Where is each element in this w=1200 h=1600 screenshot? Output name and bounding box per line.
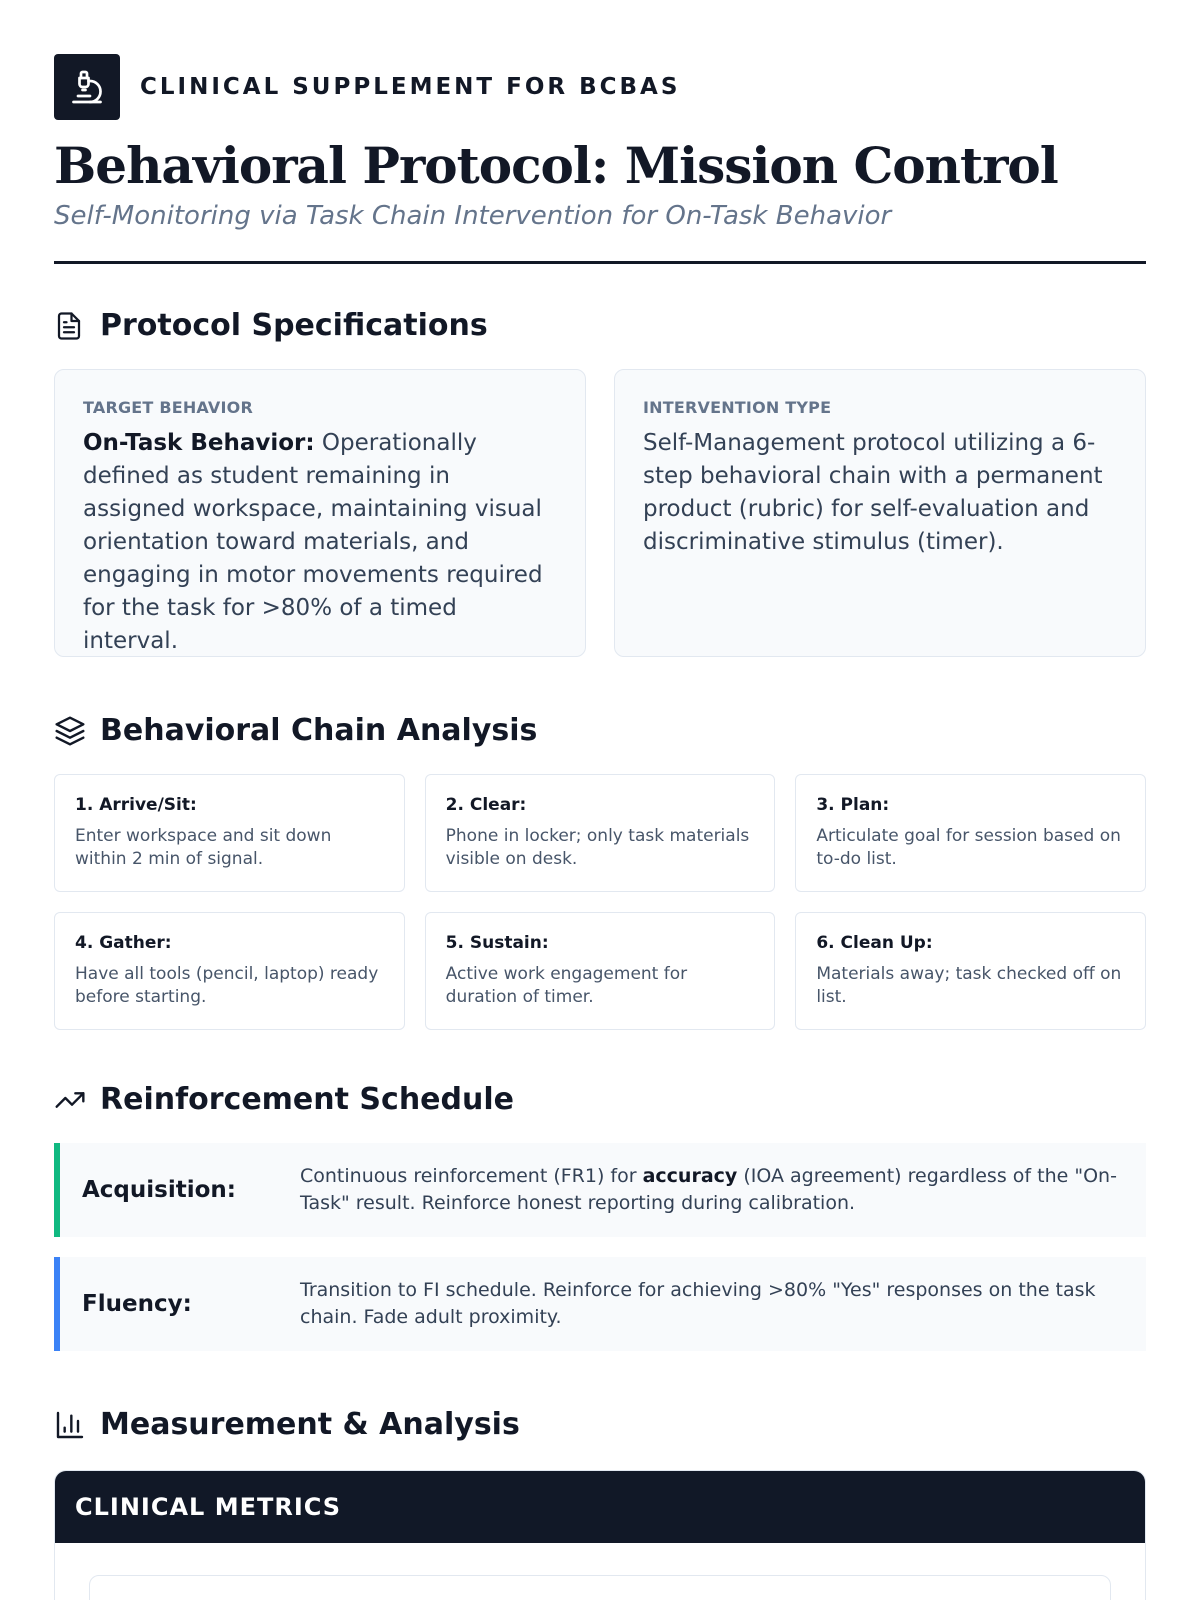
chain-section-header [54, 713, 1146, 748]
chain-step [54, 774, 405, 892]
microscope-icon [54, 54, 120, 120]
document-icon [54, 309, 88, 343]
chain-step [795, 774, 1146, 892]
fluency-desc: Transition to FI schedule. Reinforce for achieving >80% "Yes" responses on the task chain. Fade adult proximity. [300, 1279, 1096, 1328]
chain-step-desc: Active work engagement for duration of timer. [445, 964, 688, 1007]
fluency-row [54, 1257, 1146, 1351]
acquisition-desc [300, 1163, 1146, 1217]
chain-step-desc: Articulate goal for session based on to-do list. [816, 826, 1121, 869]
specs-cards [54, 369, 1146, 657]
chain-step-desc: Materials away; task checked off on list. [816, 964, 1122, 1007]
chain-step-desc: Enter workspace and sit down within 2 min of signal. [75, 826, 332, 869]
chain-step-desc: Phone in locker; only task materials visible on desk. [445, 826, 750, 869]
specs-section-header [54, 308, 1146, 343]
acquisition-desc-pre: Continuous reinforcement (FR1) for [300, 1165, 643, 1187]
chain-step [425, 912, 776, 1030]
target-behavior-lead: On-Task Behavior: [83, 430, 315, 456]
chain-step-title: 4. Gather: [75, 933, 172, 953]
chain-step-title: 2. Clear: [445, 795, 527, 815]
bar-chart-icon [54, 1408, 88, 1442]
clinical-metrics-title: CLINICAL METRICS [75, 1493, 342, 1521]
measurement-heading: Measurement & Analysis [100, 1407, 520, 1442]
header-divider [54, 261, 1146, 264]
clinical-metrics-header [55, 1471, 1145, 1543]
acquisition-desc-bold: accuracy [642, 1165, 738, 1187]
intervention-type-text: Self-Management protocol utilizing a 6-step behavioral chain with a permanent product (rubric) for self-evaluation and discriminative stimulus (timer). [643, 430, 1103, 555]
intervention-type-card [614, 369, 1146, 657]
header [54, 0, 1146, 120]
reinforcement-section-header [54, 1082, 1146, 1117]
clinical-metrics-panel [54, 1470, 1146, 1600]
target-behavior-definition: Operationally defined as student remaining in assigned workspace, maintaining visual orientation toward materials, and engaging in motor movements required for the task for >80% of a timed interval. [83, 430, 543, 654]
chain-step-title: 3. Plan: [816, 795, 890, 815]
clinical-metrics-content [89, 1575, 1111, 1600]
chain-step-title: 1. Arrive/Sit: [75, 795, 197, 815]
measurement-section-header [54, 1407, 1146, 1442]
target-behavior-card [54, 369, 586, 657]
reinforcement-heading: Reinforcement Schedule [100, 1082, 514, 1117]
specs-heading: Protocol Specifications [100, 308, 488, 343]
target-behavior-text [83, 427, 557, 658]
target-behavior-label: TARGET BEHAVIOR [83, 398, 253, 417]
trend-up-icon [54, 1083, 88, 1117]
acquisition-desc-post: (IOA agreement) regardless of the "On-Task" result. Reinforce honest reporting during calibration. [300, 1165, 1117, 1214]
chain-step [425, 774, 776, 892]
chain-step-desc: Have all tools (pencil, laptop) ready before starting. [75, 964, 379, 1007]
chain-steps-grid [54, 774, 1146, 1030]
acquisition-row [54, 1143, 1146, 1237]
page-title: Behavioral Protocol: Mission Control [54, 136, 1058, 195]
chain-heading: Behavioral Chain Analysis [100, 713, 538, 748]
intervention-type-label: INTERVENTION TYPE [643, 398, 832, 417]
chain-step-title: 5. Sustain: [445, 933, 549, 953]
chain-step-title: 6. Clean Up: [816, 933, 933, 953]
layers-icon [54, 714, 88, 748]
acquisition-label: Acquisition: [82, 1177, 236, 1203]
header-eyebrow: CLINICAL SUPPLEMENT FOR BCBAS [140, 74, 681, 100]
page-subtitle: Self-Monitoring via Task Chain Intervention for On-Task Behavior [54, 201, 892, 231]
chain-step [54, 912, 405, 1030]
fluency-label: Fluency: [82, 1291, 192, 1317]
chain-step [795, 912, 1146, 1030]
